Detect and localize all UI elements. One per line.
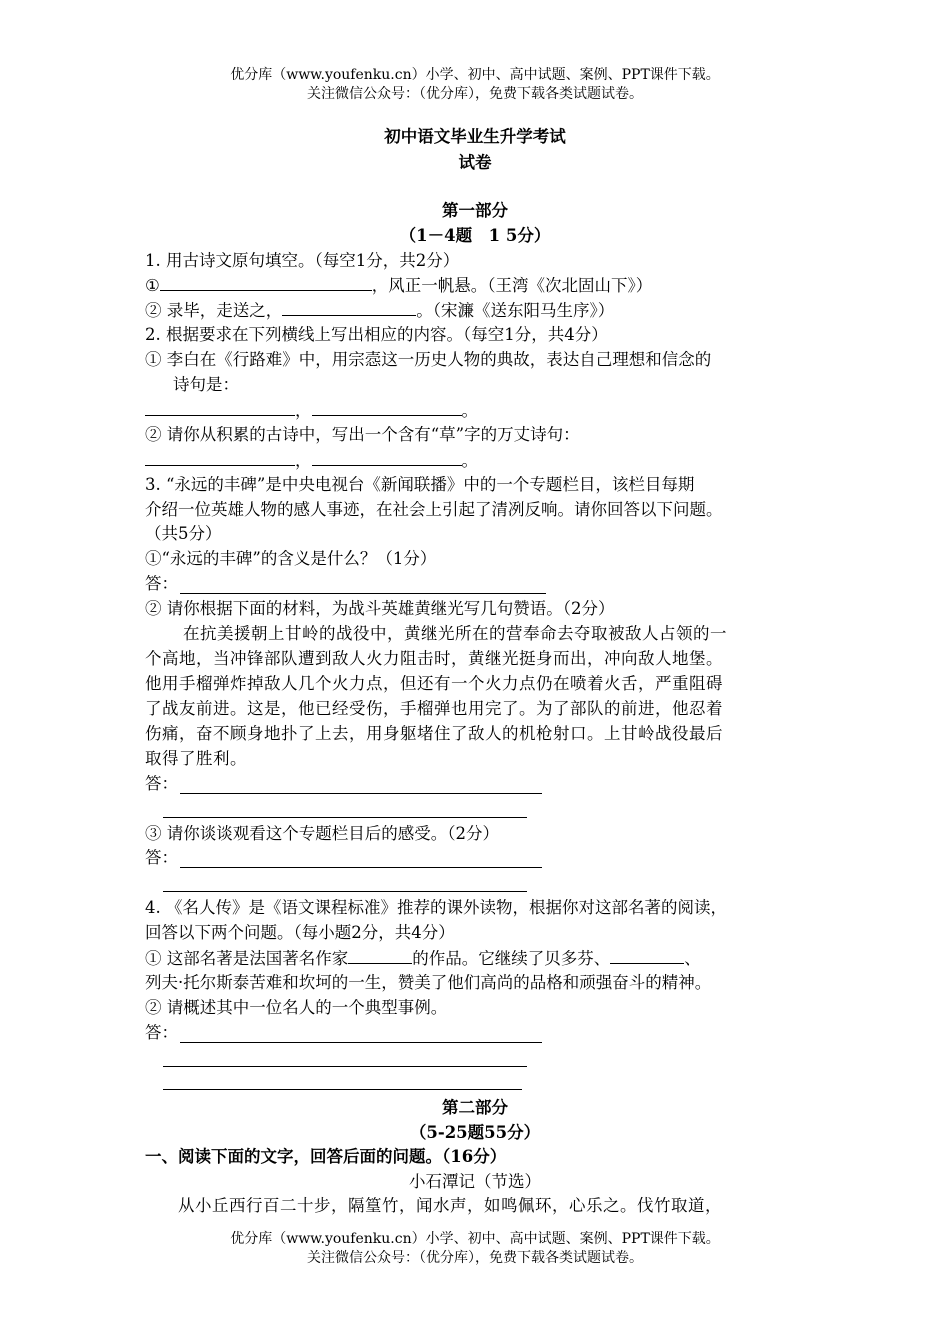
q2-b-comma: ， (295, 451, 312, 470)
material-line: 在抗美援朝上甘岭的战役中，黄继光所在的营奉命去夺取被敌人占领的一 (183, 624, 727, 643)
q3-sub1-answer-line[interactable] (180, 593, 546, 594)
material-line: 他用手榴弹炸掉敌人几个火力点，但还有一个火力点仍在喷着火舌，严重阻碍 (145, 674, 723, 693)
q3-line2: 介绍一位英雄人物的感人事迹，在社会上引起了清冽反响。请你回答以下问题。 (145, 500, 723, 519)
q3-sub2-answer-line[interactable] (163, 817, 527, 818)
q3-sub3-answer-line[interactable] (180, 867, 542, 868)
section1-heading: 一、阅读下面的文字，回答后面的问题。（16分） (145, 1147, 507, 1166)
reading-text-line: 从小丘西行百二十步，隔篁竹，闻水声，如鸣佩环，心乐之。伐竹取道， (178, 1196, 722, 1215)
q4-sub2: ② 请概述其中一位名人的一个典型事例。 (145, 998, 448, 1017)
q1-a-blank[interactable] (160, 273, 372, 291)
q4-answer-line[interactable] (163, 1066, 527, 1067)
q2-b-blank2[interactable] (312, 448, 462, 466)
q2-b-blanks (145, 448, 478, 473)
part2-heading: 第二部分 (442, 1098, 508, 1117)
q4-sub1-text-a: ① 这部名著是法国著名作家 (145, 949, 349, 968)
q3-sub3: ③ 请你谈谈观看这个专题栏目后的感受。（2分） (145, 824, 499, 843)
q4-answer-line[interactable] (163, 1089, 522, 1090)
material-line: 取得了胜利。 (145, 749, 247, 768)
q4-answer-line[interactable] (180, 1042, 542, 1043)
q1-b (145, 298, 614, 323)
q4-sub1-text-c: 、 (684, 949, 701, 968)
q2-a-blank1[interactable] (145, 398, 295, 416)
q2-a-blanks (145, 398, 478, 423)
q4-line1: 4. 《名人传》是《语文课程标准》推荐的课外读物，根据你对这部名著的阅读， (145, 898, 727, 917)
q4-sub1-line2: 列夫·托尔斯泰苦难和坎坷的一生，赞美了他们高尚的品格和顽强奋斗的精神。 (145, 973, 712, 992)
site-header-line2: 关注微信公众号：（优分库），免费下载各类试题试卷。 (307, 86, 643, 102)
q3-line1: 3. “永远的丰碑”是中央电视台《新闻联播》中的一个专题栏目，该栏目每期 (145, 475, 695, 494)
q3-sub3-answer-line[interactable] (163, 891, 527, 892)
q4-line2: 回答以下两个问题。（每小题2分，共4分） (145, 923, 455, 942)
q2-stem: 2. 根据要求在下列横线上写出相应的内容。（每空1分，共4分） (145, 325, 608, 344)
part2-subheading: （5-25题55分） (409, 1123, 541, 1142)
part1-heading: 第一部分 (442, 201, 508, 220)
q1-b-blank[interactable] (282, 298, 416, 316)
material-line: 了战友前进。这是，他已经受伤，手榴弹也用完了。为了部队的前进，他忍着 (145, 699, 723, 718)
q3-sub2-answer-line[interactable] (180, 793, 542, 794)
q2-a-comma: ， (295, 401, 312, 420)
q2-b-period: 。 (461, 451, 478, 470)
part1-subheading: （1－4题 1 5分） (399, 226, 551, 245)
q4-sub1-text-b: 的作品。它继续了贝多芬、 (412, 949, 611, 968)
q1-a-prefix: ① (145, 276, 160, 295)
q1-b-suffix: 。（宋濂《送东阳马生序》） (416, 301, 615, 320)
material-line: 个高地，当冲锋部队遭到敌人火力阻击时，黄继光挺身而出，冲向敌人地堡。 (145, 649, 723, 668)
q4-author-blank[interactable] (348, 946, 412, 964)
q2-a-blank2[interactable] (312, 398, 462, 416)
q2-a-line1: ① 李白在《行路难》中，用宗悫这一历史人物的典故，表达自己理想和信念的 (145, 350, 712, 369)
q2-b-blank1[interactable] (145, 448, 295, 466)
q4-person-blank[interactable] (610, 946, 684, 964)
q3-sub3-answer-label: 答： (145, 848, 178, 867)
q3-sub2-answer-label: 答： (145, 774, 178, 793)
q3-sub2: ② 请你根据下面的材料，为战斗英雄黄继光写几句赞语。（2分） (145, 599, 615, 618)
q3-sub1: ①“永远的丰碑”的含义是什么？（1分） (145, 549, 437, 568)
q2-b-line: ② 请你从积累的古诗中，写出一个含有“草”字的万丈诗句： (145, 425, 580, 444)
q4-sub2-answer-label: 答： (145, 1023, 178, 1042)
q1-a (145, 273, 652, 298)
site-header-line1: 优分库（www.youfenku.cn）小学、初中、高中试题、案例、PPT课件下载。 (230, 67, 720, 83)
q3-line3: （共5分） (145, 524, 222, 543)
site-footer-line1: 优分库（www.youfenku.cn）小学、初中、高中试题、案例、PPT课件下载。 (230, 1231, 720, 1247)
site-footer-line2: 关注微信公众号：（优分库），免费下载各类试题试卷。 (307, 1250, 643, 1266)
q4-sub1 (145, 946, 701, 971)
q3-sub1-answer-label: 答： (145, 574, 178, 593)
q1-a-suffix: ，风正一帆悬。（王湾《次北固山下》） (371, 276, 653, 295)
q1-b-prefix: ② 录毕，走送之， (145, 301, 283, 320)
exam-subtitle: 试卷 (458, 153, 492, 172)
exam-title: 初中语文毕业生升学考试 (384, 127, 566, 146)
material-line: 伤痛，奋不顾身地扑了上去，用身躯堵住了敌人的机枪射口。上甘岭战役最后 (145, 724, 723, 743)
q2-a-period: 。 (461, 401, 478, 420)
reading-title: 小石潭记（节选） (409, 1172, 541, 1191)
q1-stem: 1. 用古诗文原句填空。（每空1分，共2分） (145, 251, 460, 270)
q2-a-line2: 诗句是： (173, 375, 239, 394)
